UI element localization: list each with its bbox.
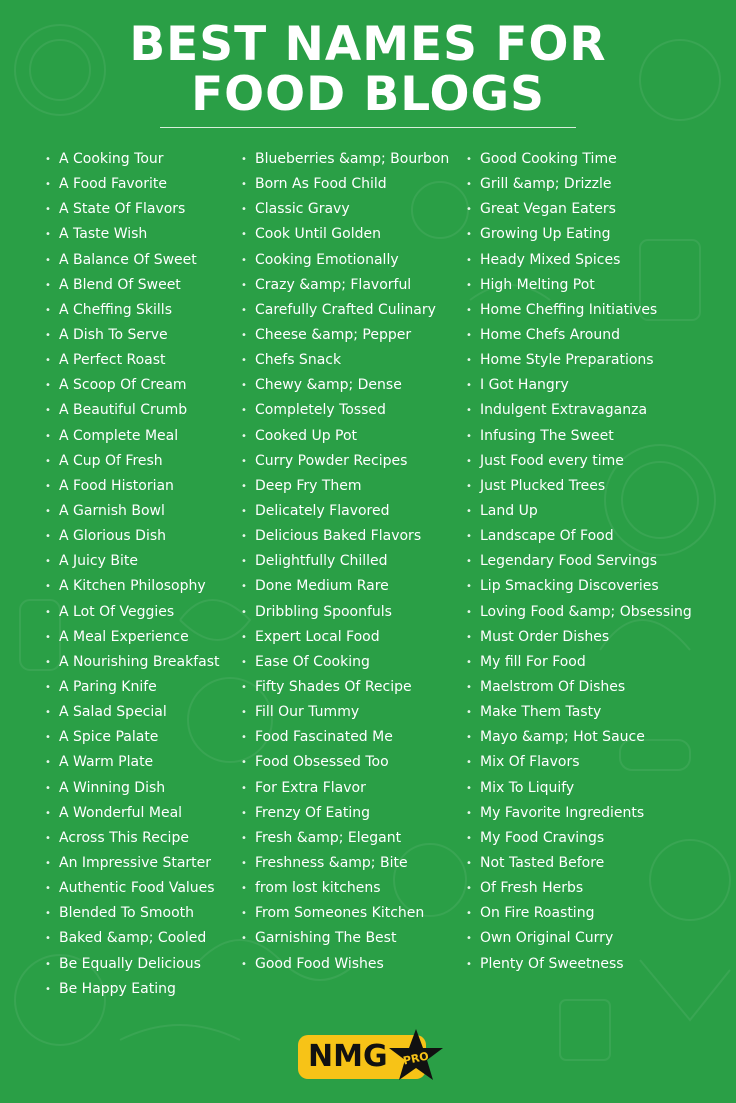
name-list-item: • My Food Cravings <box>466 826 692 851</box>
name-list-item: • Plenty Of Sweetness <box>466 952 692 977</box>
name-list-item: • Good Food Wishes <box>241 952 449 977</box>
name-list-item: • Across This Recipe <box>45 826 220 851</box>
name-list-item: • Not Tasted Before <box>466 851 692 876</box>
name-list-item: • For Extra Flavor <box>241 776 449 801</box>
name-list-item: • Ease Of Cooking <box>241 650 449 675</box>
name-list-item: • Curry Powder Recipes <box>241 449 449 474</box>
name-list-item: • Expert Local Food <box>241 625 449 650</box>
name-list-item: • High Melting Pot <box>466 273 692 298</box>
name-list-item: • Completely Tossed <box>241 398 449 423</box>
name-list-item: • Baked &amp; Cooled <box>45 926 220 951</box>
name-list-item: • Delicately Flavored <box>241 499 449 524</box>
name-list-item: • A Blend Of Sweet <box>45 273 220 298</box>
name-list-item: • A Glorious Dish <box>45 524 220 549</box>
name-list-item: • Food Fascinated Me <box>241 725 449 750</box>
name-list-item: • Of Fresh Herbs <box>466 876 692 901</box>
name-list-item: • A Warm Plate <box>45 750 220 775</box>
title-line-1: BEST NAMES FOR <box>129 17 607 72</box>
name-list-item: • Mayo &amp; Hot Sauce <box>466 725 692 750</box>
name-list-item: • Good Cooking Time <box>466 147 692 172</box>
name-list-item: • On Fire Roasting <box>466 901 692 926</box>
name-list-item: • Born As Food Child <box>241 172 449 197</box>
name-list-item: • Garnishing The Best <box>241 926 449 951</box>
name-list-item: • A Scoop Of Cream <box>45 373 220 398</box>
name-list-item: • Food Obsessed Too <box>241 750 449 775</box>
name-list-item: • A Food Historian <box>45 474 220 499</box>
name-list-item: • I Got Hangry <box>466 373 692 398</box>
names-column-1 <box>45 147 220 1002</box>
name-list-item: • Blueberries &amp; Bourbon <box>241 147 449 172</box>
name-list-item: • Home Style Preparations <box>466 348 692 373</box>
name-list-item: • Frenzy Of Eating <box>241 801 449 826</box>
name-list-item: • Heady Mixed Spices <box>466 248 692 273</box>
name-list-item: • My fill For Food <box>466 650 692 675</box>
name-list-item: • Delicious Baked Flavors <box>241 524 449 549</box>
name-list-item: • Blended To Smooth <box>45 901 220 926</box>
name-list-item: • A Beautiful Crumb <box>45 398 220 423</box>
name-list-item: • Infusing The Sweet <box>466 424 692 449</box>
name-list-item: • A Meal Experience <box>45 625 220 650</box>
name-list-item: • Just Plucked Trees <box>466 474 692 499</box>
name-list-item: • A Complete Meal <box>45 424 220 449</box>
name-list-item: • Just Food every time <box>466 449 692 474</box>
logo-pro-label: PRO <box>401 1049 430 1068</box>
name-list-item: • Dribbling Spoonfuls <box>241 600 449 625</box>
name-list-item: • Fill Our Tummy <box>241 700 449 725</box>
name-list-item: • Cook Until Golden <box>241 222 449 247</box>
name-list-item: • A Winning Dish <box>45 776 220 801</box>
name-list-item: • Indulgent Extravaganza <box>466 398 692 423</box>
name-list-item: • Landscape Of Food <box>466 524 692 549</box>
name-list-item: • A Perfect Roast <box>45 348 220 373</box>
name-list-item: • A Balance Of Sweet <box>45 248 220 273</box>
name-list-item: • Cooking Emotionally <box>241 248 449 273</box>
name-list-item: • Be Equally Delicious <box>45 952 220 977</box>
name-list-item: • Be Happy Eating <box>45 977 220 1002</box>
name-list-item: • A Cooking Tour <box>45 147 220 172</box>
name-list-item: • A Food Favorite <box>45 172 220 197</box>
name-list-item: • Mix Of Flavors <box>466 750 692 775</box>
name-list-item: • Cheese &amp; Pepper <box>241 323 449 348</box>
name-list-item: • A Dish To Serve <box>45 323 220 348</box>
name-list-item: • A Cheffing Skills <box>45 298 220 323</box>
logo-text: NMG <box>308 1039 388 1074</box>
name-list-item: • Cooked Up Pot <box>241 424 449 449</box>
name-list-item: • Mix To Liquify <box>466 776 692 801</box>
name-list-item: • A Garnish Bowl <box>45 499 220 524</box>
name-list-item: • Deep Fry Them <box>241 474 449 499</box>
name-list-item: • Chefs Snack <box>241 348 449 373</box>
name-list-item: • Land Up <box>466 499 692 524</box>
name-list-item: • Freshness &amp; Bite <box>241 851 449 876</box>
name-list-item: • Fresh &amp; Elegant <box>241 826 449 851</box>
name-list-item: • Make Them Tasty <box>466 700 692 725</box>
name-list-item: • Authentic Food Values <box>45 876 220 901</box>
title-line-2: FOOD BLOGS <box>191 67 545 122</box>
name-list-item: • Chewy &amp; Dense <box>241 373 449 398</box>
name-list-item: • Loving Food &amp; Obsessing <box>466 600 692 625</box>
name-list-item: • My Favorite Ingredients <box>466 801 692 826</box>
name-list-item: • A Kitchen Philosophy <box>45 574 220 599</box>
name-list-item: • Grill &amp; Drizzle <box>466 172 692 197</box>
name-list-item: • from lost kitchens <box>241 876 449 901</box>
nmg-pro-logo <box>298 1027 448 1087</box>
title-divider <box>160 127 576 128</box>
name-list-item: • A Wonderful Meal <box>45 801 220 826</box>
name-list-item: • From Someones Kitchen <box>241 901 449 926</box>
name-list-item: • Maelstrom Of Dishes <box>466 675 692 700</box>
name-list-item: • Home Cheffing Initiatives <box>466 298 692 323</box>
name-list-item: • A Salad Special <box>45 700 220 725</box>
name-list-item: • A Taste Wish <box>45 222 220 247</box>
name-list-item: • Fifty Shades Of Recipe <box>241 675 449 700</box>
names-column-2 <box>241 147 449 977</box>
name-list-item: • Carefully Crafted Culinary <box>241 298 449 323</box>
name-list-item: • Own Original Curry <box>466 926 692 951</box>
name-list-item: • Lip Smacking Discoveries <box>466 574 692 599</box>
name-list-item: • Delightfully Chilled <box>241 549 449 574</box>
name-list-item: • A Cup Of Fresh <box>45 449 220 474</box>
name-list-item: • A Lot Of Veggies <box>45 600 220 625</box>
star-icon <box>386 1027 446 1085</box>
name-list-item: • Growing Up Eating <box>466 222 692 247</box>
name-list-item: • A Paring Knife <box>45 675 220 700</box>
name-list-item: • An Impressive Starter <box>45 851 220 876</box>
name-list-item: • Done Medium Rare <box>241 574 449 599</box>
name-list-item: • Legendary Food Servings <box>466 549 692 574</box>
name-list-item: • A State Of Flavors <box>45 197 220 222</box>
name-list-item: • A Nourishing Breakfast <box>45 650 220 675</box>
page-title <box>0 17 736 122</box>
names-column-3 <box>466 147 692 977</box>
name-list-item: • Crazy &amp; Flavorful <box>241 273 449 298</box>
name-list-item: • A Spice Palate <box>45 725 220 750</box>
name-list-item: • Classic Gravy <box>241 197 449 222</box>
name-list-item: • Must Order Dishes <box>466 625 692 650</box>
name-list-item: • Home Chefs Around <box>466 323 692 348</box>
name-list-item: • A Juicy Bite <box>45 549 220 574</box>
name-list-item: • Great Vegan Eaters <box>466 197 692 222</box>
